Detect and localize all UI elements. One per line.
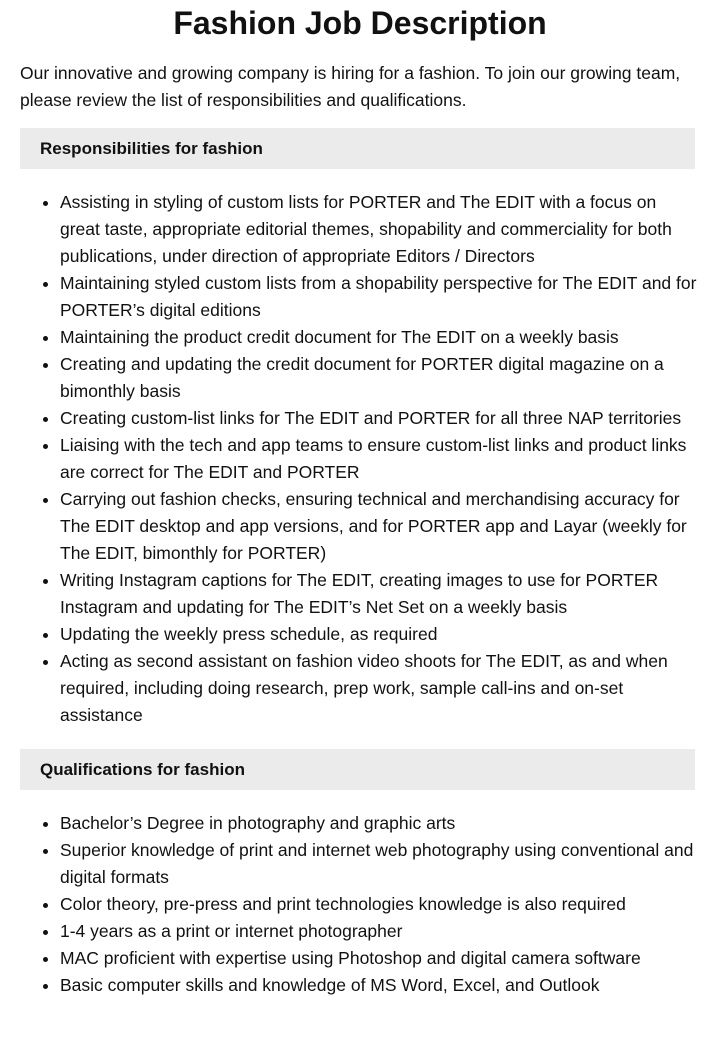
list-item: • MAC proficient with expertise using Photoshop and digital camera software [60,945,700,972]
list-item: • Creating and updating the credit document for PORTER digital magazine on a bimonthly basis [60,351,700,405]
list-item: • Maintaining styled custom lists from a shopability perspective for The EDIT and for PORTER’s digital editions [60,270,700,324]
intro-paragraph: Our innovative and growing company is hiring for a fashion. To join our growing team, please review the list of responsibilities and qualifications. [20,63,681,110]
qualifications-list [0,810,720,999]
list-item: • Liaising with the tech and app teams to ensure custom-list links and product links are correct for The EDIT and PORTER [60,432,700,486]
list-item: • Acting as second assistant on fashion video shoots for The EDIT, as and when required, including doing research, prep work, sample call-ins and on-set assistance [60,648,700,729]
list-item: • Carrying out fashion checks, ensuring technical and merchandising accuracy for The EDIT desktop and app versions, and for PORTER app and Layar (weekly for The EDIT, bimonthly for PORTER) [60,486,700,567]
list-item: • Color theory, pre-press and print technologies knowledge is also required [60,891,700,918]
list-item: • Creating custom-list links for The EDIT and PORTER for all three NAP territories [60,405,700,432]
list-item: • Superior knowledge of print and internet web photography using conventional and digital formats [60,837,700,891]
list-item: • Assisting in styling of custom lists for PORTER and The EDIT with a focus on great taste, appropriate editorial themes, shopability and commerciality for both publications, under direction of appropriate Editors / Directors [60,189,700,270]
list-item: • 1-4 years as a print or internet photographer [60,918,700,945]
page-title: Fashion Job Description [173,5,547,41]
qualifications-heading: Qualifications for fashion [20,749,695,790]
list-item: • Bachelor’s Degree in photography and graphic arts [60,810,700,837]
responsibilities-list [0,189,720,729]
list-item: • Writing Instagram captions for The EDIT, creating images to use for PORTER Instagram and updating for The EDIT’s Net Set on a weekly basis [60,567,700,621]
list-item: • Updating the weekly press schedule, as required [60,621,700,648]
responsibilities-heading: Responsibilities for fashion [20,128,695,169]
list-item: • Maintaining the product credit document for The EDIT on a weekly basis [60,324,700,351]
list-item: • Basic computer skills and knowledge of MS Word, Excel, and Outlook [60,972,700,999]
